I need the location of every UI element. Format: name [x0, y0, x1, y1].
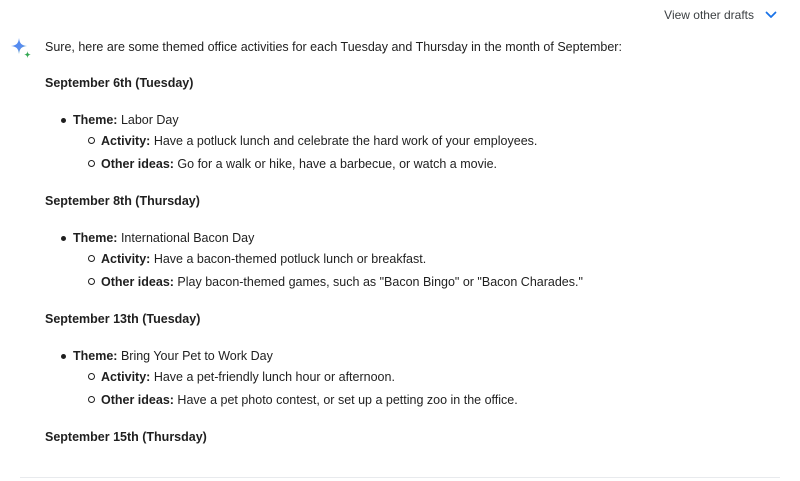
other-ideas-value: Go for a walk or hike, have a barbecue, or watch a movie.	[177, 157, 498, 171]
theme-item	[45, 229, 780, 291]
day-title: September 15th (Thursday)	[45, 430, 207, 444]
other-ideas-item	[73, 391, 780, 409]
response-content	[45, 38, 780, 465]
other-ideas-value: Have a pet photo contest, or set up a petting zoo in the office.	[177, 393, 518, 407]
detail-list	[73, 368, 780, 409]
day-section	[45, 310, 780, 409]
day-section	[45, 192, 780, 291]
detail-list	[73, 250, 780, 291]
other-ideas-label: Other ideas:	[101, 157, 174, 171]
theme-list	[45, 111, 780, 173]
activity-label: Activity:	[101, 134, 151, 148]
view-other-drafts-label: View other drafts	[664, 8, 754, 22]
theme-item	[45, 111, 780, 173]
activity-value: Have a pet-friendly lunch hour or afternoon.	[153, 370, 395, 384]
other-ideas-item	[73, 155, 780, 173]
theme-value: International Bacon Day	[120, 231, 255, 245]
other-ideas-item	[73, 273, 780, 291]
day-section	[45, 74, 780, 173]
theme-list	[45, 347, 780, 409]
activity-value: Have a bacon-themed potluck lunch or breakfast.	[153, 252, 427, 266]
other-ideas-value: Play bacon-themed games, such as "Bacon Bingo" or "Bacon Charades."	[177, 275, 583, 289]
activity-item	[73, 250, 780, 268]
response-intro: Sure, here are some themed office activities for each Tuesday and Thursday in the month of September:	[45, 40, 622, 54]
day-title: September 6th (Tuesday)	[45, 76, 194, 90]
theme-value: Labor Day	[120, 113, 179, 127]
other-ideas-label: Other ideas:	[101, 275, 174, 289]
divider	[20, 477, 780, 478]
activity-item	[73, 368, 780, 386]
day-title: September 13th (Tuesday)	[45, 312, 201, 326]
other-ideas-label: Other ideas:	[101, 393, 174, 407]
detail-list	[73, 132, 780, 173]
sparkle-icon	[8, 36, 34, 62]
day-section	[45, 428, 780, 446]
theme-item	[45, 347, 780, 409]
view-other-drafts-button[interactable]	[664, 8, 778, 22]
activity-value: Have a potluck lunch and celebrate the hard work of your employees.	[153, 134, 538, 148]
theme-label: Theme:	[73, 113, 118, 127]
theme-label: Theme:	[73, 349, 118, 363]
chevron-down-icon	[764, 8, 778, 22]
theme-value: Bring Your Pet to Work Day	[120, 349, 273, 363]
activity-label: Activity:	[101, 252, 151, 266]
activity-item	[73, 132, 780, 150]
activity-label: Activity:	[101, 370, 151, 384]
theme-list	[45, 229, 780, 291]
theme-label: Theme:	[73, 231, 118, 245]
day-title: September 8th (Thursday)	[45, 194, 200, 208]
